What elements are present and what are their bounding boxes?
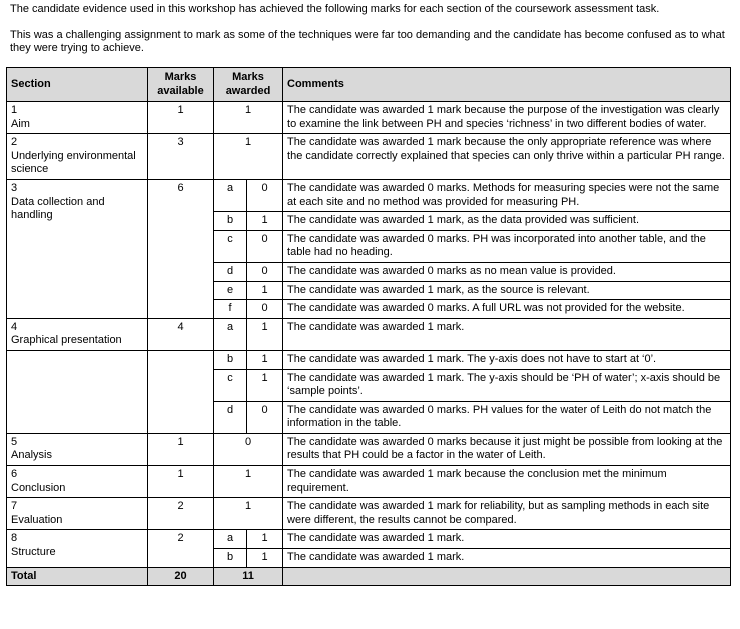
marks-available: 6	[148, 179, 214, 318]
marks-awarded: 0	[247, 401, 283, 433]
comment: The candidate was awarded 1 mark, as the data provided was sufficient.	[283, 212, 731, 231]
marks-awarded: 1	[214, 134, 283, 180]
sub-item-letter: a	[214, 318, 247, 350]
comment: The candidate was awarded 1 mark because the only appropriate reference was where the candidate correctly explained that species can only thrive within a particular PH range.	[283, 134, 731, 180]
comment: The candidate was awarded 0 marks as no mean value is provided.	[283, 262, 731, 281]
marks-awarded: 0	[247, 179, 283, 211]
table-row	[7, 466, 731, 498]
comment: The candidate was awarded 0 marks. PH was incorporated into another table, and the table had no heading.	[283, 230, 731, 262]
header-marks-awarded: Marks awarded	[214, 68, 283, 102]
section-cell	[7, 179, 148, 318]
marks-available: 2	[148, 498, 214, 530]
sub-item-letter: e	[214, 281, 247, 300]
total-label: Total	[7, 567, 148, 586]
marks-awarded: 1	[247, 549, 283, 568]
table-row	[7, 134, 731, 180]
marks-awarded: 1	[214, 102, 283, 134]
section-cell	[7, 466, 148, 498]
marks-available: 1	[148, 433, 214, 465]
section-cell-blank	[7, 350, 148, 433]
marks-awarded: 0	[214, 433, 283, 465]
sub-item-letter: b	[214, 549, 247, 568]
marks-awarded: 1	[214, 466, 283, 498]
section-number: 2	[11, 136, 18, 149]
section-name: Analysis	[11, 449, 52, 462]
intro-paragraph-1: The candidate evidence used in this workshop has achieved the following marks for each section of the coursework assessment task.	[10, 3, 660, 15]
marks-awarded: 1	[247, 281, 283, 300]
sub-item-letter: b	[214, 350, 247, 369]
table-row	[7, 350, 731, 369]
total-awarded: 11	[214, 567, 283, 586]
table-row	[7, 318, 731, 350]
comment: The candidate was awarded 0 marks. Methods for measuring species were not the same at each site and no method was provided for measuring PH.	[283, 179, 731, 211]
total-row	[7, 567, 731, 586]
marks-awarded: 1	[247, 212, 283, 231]
section-number: 7	[11, 500, 18, 513]
comment: The candidate was awarded 0 marks. A full URL was not provided for the website.	[283, 300, 731, 319]
section-number: 5	[11, 435, 18, 448]
marks-available: 1	[148, 102, 214, 134]
comment: The candidate was awarded 1 mark for reliability, but as sampling methods in each site were different, the results cannot be compared.	[283, 498, 731, 530]
comment: The candidate was awarded 1 mark. The y-axis does not have to start at ‘0’.	[283, 350, 731, 369]
marks-awarded: 0	[247, 230, 283, 262]
sub-item-letter: f	[214, 300, 247, 319]
sub-item-letter: a	[214, 530, 247, 549]
marks-awarded: 0	[247, 300, 283, 319]
section-cell	[7, 102, 148, 134]
intro-paragraph-2: This was a challenging assignment to mark as some of the techniques were far too demanding and the candidate has become confused as to what they were trying to achieve.	[10, 29, 725, 54]
table-header-row	[7, 68, 731, 102]
table-row	[7, 530, 731, 549]
table-row	[7, 102, 731, 134]
comment: The candidate was awarded 1 mark.	[283, 318, 731, 350]
comment: The candidate was awarded 1 mark.	[283, 549, 731, 568]
marks-available: 1	[148, 466, 214, 498]
comment: The candidate was awarded 0 marks because it just might be possible from looking at the results that PH could be a factor in the water of Leith.	[283, 433, 731, 465]
header-comments: Comments	[283, 68, 731, 102]
section-name: Conclusion	[11, 481, 66, 494]
section-number: 1	[11, 104, 18, 116]
section-number: 4	[11, 320, 18, 333]
section-name: Evaluation	[11, 513, 63, 526]
marks-available: 3	[148, 134, 214, 180]
section-number: 3	[11, 181, 18, 194]
section-cell	[7, 318, 148, 350]
total-available: 20	[148, 567, 214, 586]
section-cell	[7, 433, 148, 465]
marks-available: 2	[148, 530, 214, 567]
section-name: Graphical presentation	[11, 334, 122, 347]
sub-item-letter: a	[214, 179, 247, 211]
section-name: Structure	[11, 546, 56, 559]
section-name: Aim	[11, 117, 30, 130]
marks-awarded: 0	[247, 262, 283, 281]
sub-item-letter: d	[214, 401, 247, 433]
total-comment-blank	[283, 567, 731, 586]
marks-awarded: 1	[247, 318, 283, 350]
section-name: Underlying environmental science	[11, 149, 136, 176]
section-number: 6	[11, 468, 18, 481]
sub-item-letter: d	[214, 262, 247, 281]
sub-item-letter: c	[214, 230, 247, 262]
comment: The candidate was awarded 1 mark. The y-axis should be ‘PH of water’; x-axis should be ‘sample points’.	[283, 369, 731, 401]
table-row	[7, 433, 731, 465]
section-cell	[7, 530, 148, 567]
comment: The candidate was awarded 1 mark because the conclusion met the minimum requirement.	[283, 466, 731, 498]
sub-item-letter: b	[214, 212, 247, 231]
section-cell	[7, 498, 148, 530]
marks-awarded: 1	[247, 369, 283, 401]
sub-item-letter: c	[214, 369, 247, 401]
marks-available-blank	[148, 350, 214, 433]
comment: The candidate was awarded 1 mark, as the source is relevant.	[283, 281, 731, 300]
section-cell	[7, 134, 148, 180]
header-marks-available: Marks available	[148, 68, 214, 102]
table-row	[7, 179, 731, 211]
marks-awarded: 1	[214, 498, 283, 530]
section-name: Data collection and handling	[11, 195, 105, 222]
table-row	[7, 498, 731, 530]
comment: The candidate was awarded 0 marks. PH values for the water of Leith do not match the information in the table.	[283, 401, 731, 433]
marks-table	[6, 67, 731, 586]
marks-awarded: 1	[247, 350, 283, 369]
comment: The candidate was awarded 1 mark because the purpose of the investigation was clearly to examine the link between PH and species ‘richness’ in two different bodies of water.	[283, 102, 731, 134]
header-section: Section	[7, 68, 148, 102]
comment: The candidate was awarded 1 mark.	[283, 530, 731, 549]
marks-awarded: 1	[247, 530, 283, 549]
section-number: 8	[11, 532, 18, 545]
marks-available: 4	[148, 318, 214, 350]
